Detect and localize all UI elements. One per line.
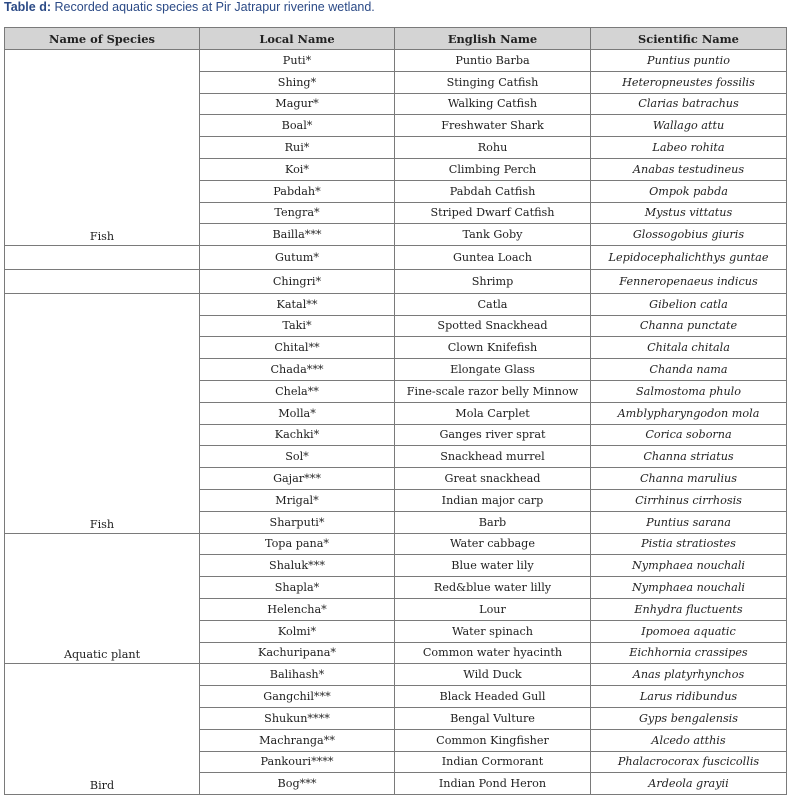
scientific-name-cell: Channa marulius [591,468,787,490]
local-name-cell: Rui* [200,137,395,159]
scientific-name-cell: Salmostoma phulo [591,380,787,402]
table-row [5,533,787,555]
scientific-name-cell: Ompok pabda [591,180,787,202]
english-name-cell: Stinging Catfish [395,71,591,93]
english-name-cell: Black Headed Gull [395,686,591,708]
scientific-name-cell: Ardeola grayii [591,773,787,795]
local-name-cell: Pabdah* [200,180,395,202]
species-group-cell [5,269,200,293]
scientific-name-cell: Heteropneustes fossilis [591,71,787,93]
local-name-cell: Helencha* [200,598,395,620]
english-name-cell: Ganges river sprat [395,424,591,446]
scientific-name-cell: Eichhornia crassipes [591,642,787,664]
english-name-cell: Freshwater Shark [395,115,591,137]
local-name-cell: Koi* [200,158,395,180]
english-name-cell: Indian major carp [395,489,591,511]
english-name-cell: Tank Goby [395,224,591,246]
local-name-cell: Shukun**** [200,707,395,729]
local-name-cell: Gangchil*** [200,686,395,708]
english-name-cell: Wild Duck [395,664,591,686]
english-name-cell: Shrimp [395,269,591,293]
header-english-name: English Name [395,28,591,50]
scientific-name-cell: Nymphaea nouchali [591,577,787,599]
english-name-cell: Clown Knifefish [395,337,591,359]
scientific-name-cell: Nymphaea nouchali [591,555,787,577]
scientific-name-cell: Enhydra fluctuents [591,598,787,620]
scientific-name-cell: Lepidocephalichthys guntae [591,246,787,270]
species-group-cell [5,246,200,270]
english-name-cell: Water cabbage [395,533,591,555]
scientific-name-cell: Wallago attu [591,115,787,137]
english-name-cell: Lour [395,598,591,620]
scientific-name-cell: Mystus vittatus [591,202,787,224]
english-name-cell: Fine-scale razor belly Minnow [395,380,591,402]
scientific-name-cell: Gibelion catla [591,293,787,315]
caption-text: Recorded aquatic species at Pir Jatrapur riverine wetland. [51,0,375,14]
local-name-cell: Boal* [200,115,395,137]
english-name-cell: Climbing Perch [395,158,591,180]
local-name-cell: Katal** [200,293,395,315]
english-name-cell: Indian Pond Heron [395,773,591,795]
local-name-cell: Pankouri**** [200,751,395,773]
local-name-cell: Chada*** [200,359,395,381]
english-name-cell: Snackhead murrel [395,446,591,468]
scientific-name-cell: Anabas testudineus [591,158,787,180]
header-local-name: Local Name [200,28,395,50]
scientific-name-cell: Gyps bengalensis [591,707,787,729]
scientific-name-cell: Chitala chitala [591,337,787,359]
english-name-cell: Rohu [395,137,591,159]
local-name-cell: Bailla*** [200,224,395,246]
english-name-cell: Indian Cormorant [395,751,591,773]
header-scientific-name: Scientific Name [591,28,787,50]
local-name-cell: Sharputi* [200,511,395,533]
scientific-name-cell: Phalacrocorax fuscicollis [591,751,787,773]
scientific-name-cell: Alcedo atthis [591,729,787,751]
scientific-name-cell: Cirrhinus cirrhosis [591,489,787,511]
english-name-cell: Great snackhead [395,468,591,490]
english-name-cell: Bengal Vulture [395,707,591,729]
english-name-cell: Mola Carplet [395,402,591,424]
local-name-cell: Machranga** [200,729,395,751]
local-name-cell: Gajar*** [200,468,395,490]
local-name-cell: Taki* [200,315,395,337]
english-name-cell: Barb [395,511,591,533]
table-body [5,50,787,795]
table-row [5,664,787,686]
table-row [5,246,787,270]
english-name-cell: Water spinach [395,620,591,642]
header-row [5,28,787,50]
scientific-name-cell: Chanda nama [591,359,787,381]
scientific-name-cell: Corica soborna [591,424,787,446]
english-name-cell: Common Kingfisher [395,729,591,751]
local-name-cell: Bog*** [200,773,395,795]
english-name-cell: Pabdah Catfish [395,180,591,202]
species-group-cell: Fish [5,293,200,533]
local-name-cell: Molla* [200,402,395,424]
local-name-cell: Kachki* [200,424,395,446]
table-header [5,28,787,50]
table-row [5,269,787,293]
table-row [5,293,787,315]
english-name-cell: Catla [395,293,591,315]
scientific-name-cell: Clarias batrachus [591,93,787,115]
english-name-cell: Red&blue water lilly [395,577,591,599]
species-table [4,27,787,795]
english-name-cell: Guntea Loach [395,246,591,270]
species-group-cell: Fish [5,50,200,246]
local-name-cell: Topa pana* [200,533,395,555]
local-name-cell: Mrigal* [200,489,395,511]
local-name-cell: Balihash* [200,664,395,686]
scientific-name-cell: Channa punctate [591,315,787,337]
header-name-of-species: Name of Species [5,28,200,50]
scientific-name-cell: Pistia stratiostes [591,533,787,555]
table-caption [4,0,375,14]
local-name-cell: Chela** [200,380,395,402]
local-name-cell: Shapla* [200,577,395,599]
scientific-name-cell: Glossogobius giuris [591,224,787,246]
scientific-name-cell: Channa striatus [591,446,787,468]
scientific-name-cell: Larus ridibundus [591,686,787,708]
species-group-cell: Aquatic plant [5,533,200,664]
local-name-cell: Tengra* [200,202,395,224]
species-group-cell: Bird [5,664,200,795]
local-name-cell: Magur* [200,93,395,115]
local-name-cell: Puti* [200,50,395,72]
local-name-cell: Kachuripana* [200,642,395,664]
local-name-cell: Gutum* [200,246,395,270]
local-name-cell: Kolmi* [200,620,395,642]
local-name-cell: Shing* [200,71,395,93]
english-name-cell: Common water hyacinth [395,642,591,664]
scientific-name-cell: Amblypharyngodon mola [591,402,787,424]
scientific-name-cell: Puntius sarana [591,511,787,533]
scientific-name-cell: Puntius puntio [591,50,787,72]
scientific-name-cell: Anas platyrhynchos [591,664,787,686]
scientific-name-cell: Labeo rohita [591,137,787,159]
english-name-cell: Puntio Barba [395,50,591,72]
table-row [5,50,787,72]
local-name-cell: Sol* [200,446,395,468]
local-name-cell: Chital** [200,337,395,359]
local-name-cell: Chingri* [200,269,395,293]
caption-label: Table d: [4,0,51,14]
english-name-cell: Blue water lily [395,555,591,577]
scientific-name-cell: Ipomoea aquatic [591,620,787,642]
local-name-cell: Shaluk*** [200,555,395,577]
english-name-cell: Elongate Glass [395,359,591,381]
english-name-cell: Striped Dwarf Catfish [395,202,591,224]
scientific-name-cell: Fenneropenaeus indicus [591,269,787,293]
english-name-cell: Walking Catfish [395,93,591,115]
english-name-cell: Spotted Snackhead [395,315,591,337]
